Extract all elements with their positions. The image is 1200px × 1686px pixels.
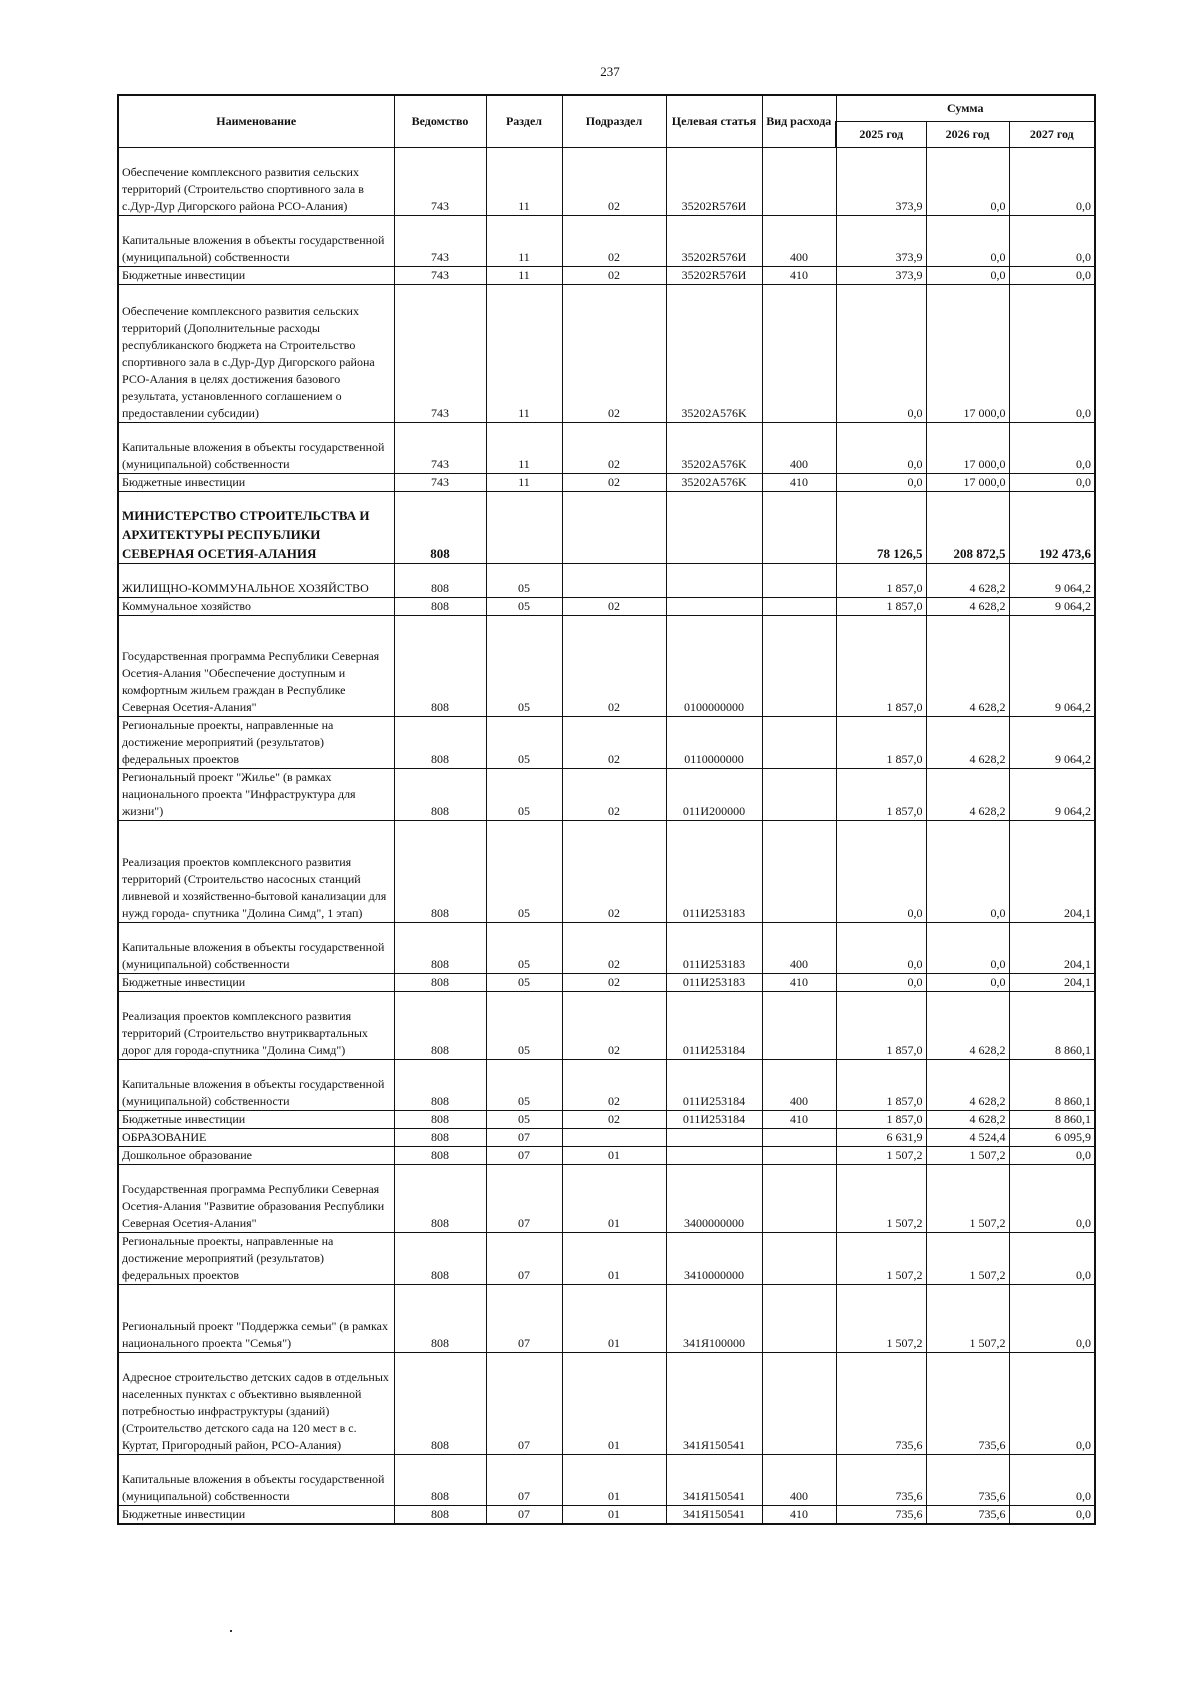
row-sum-2026: 1 507,2 [926,1285,1009,1353]
table-row [118,1285,1095,1353]
row-sum-2026: 735,6 [926,1353,1009,1455]
row-section: 07 [486,1147,562,1165]
row-section: 05 [486,821,562,923]
row-exp-type [762,492,836,564]
row-section: 07 [486,1165,562,1233]
row-name: Государственная программа Республики Северная Осетия-Алания "Обеспечение доступным и комфортным жильем граждан в Республике Северная Осетия-Алания" [118,616,394,717]
row-section: 05 [486,974,562,992]
row-section: 07 [486,1233,562,1285]
row-sum-2025: 1 507,2 [836,1285,926,1353]
row-sum-2025: 1 857,0 [836,564,926,598]
row-section: 05 [486,564,562,598]
row-subsection: 01 [562,1233,666,1285]
row-sum-2027: 204,1 [1009,974,1095,992]
row-subsection: 01 [562,1165,666,1233]
table-row [118,769,1095,821]
row-exp-type [762,821,836,923]
row-sum-2026: 4 628,2 [926,616,1009,717]
row-dept: 808 [394,821,486,923]
row-section: 07 [486,1129,562,1147]
table-row [118,1111,1095,1129]
row-target [666,1129,762,1147]
row-sum-2026: 1 507,2 [926,1233,1009,1285]
table-row [118,564,1095,598]
row-exp-type [762,564,836,598]
row-sum-2027: 9 064,2 [1009,717,1095,769]
row-sum-2026: 4 524,4 [926,1129,1009,1147]
row-subsection: 02 [562,974,666,992]
row-sum-2026: 4 628,2 [926,717,1009,769]
row-sum-2026: 0,0 [926,216,1009,267]
table-row [118,474,1095,492]
table-row [118,717,1095,769]
row-section: 05 [486,992,562,1060]
row-target: 011И253184 [666,992,762,1060]
row-name: Капитальные вложения в объекты государственной (муниципальной) собственности [118,1060,394,1111]
table-row [118,148,1095,216]
row-subsection: 02 [562,474,666,492]
row-section: 05 [486,923,562,974]
row-sum-2027: 9 064,2 [1009,616,1095,717]
row-exp-type: 410 [762,974,836,992]
row-exp-type: 400 [762,923,836,974]
row-subsection: 01 [562,1353,666,1455]
row-sum-2027: 8 860,1 [1009,992,1095,1060]
row-subsection: 02 [562,616,666,717]
table-row [118,1233,1095,1285]
row-exp-type [762,1147,836,1165]
row-sum-2026: 17 000,0 [926,423,1009,474]
row-sum-2026: 208 872,5 [926,492,1009,564]
row-subsection: 02 [562,598,666,616]
row-subsection: 02 [562,267,666,285]
row-sum-2027: 192 473,6 [1009,492,1095,564]
row-section: 07 [486,1353,562,1455]
row-target [666,564,762,598]
row-sum-2027: 9 064,2 [1009,598,1095,616]
row-sum-2025: 373,9 [836,216,926,267]
row-name: Региональный проект "Поддержка семьи" (в рамках национального проекта "Семья") [118,1285,394,1353]
row-name: Капитальные вложения в объекты государственной (муниципальной) собственности [118,423,394,474]
row-sum-2027: 0,0 [1009,1455,1095,1506]
row-section: 07 [486,1285,562,1353]
row-sum-2025: 0,0 [836,474,926,492]
row-name: Реализация проектов комплексного развития территорий (Строительство внутриквартальных дорог для города-спутника "Долина Симд") [118,992,394,1060]
row-section: 11 [486,148,562,216]
row-target: 341Я150541 [666,1455,762,1506]
row-sum-2027: 9 064,2 [1009,769,1095,821]
row-section: 05 [486,598,562,616]
row-sum-2026: 4 628,2 [926,1111,1009,1129]
row-name: МИНИСТЕРСТВО СТРОИТЕЛЬСТВА И АРХИТЕКТУРЫ РЕСПУБЛИКИ СЕВЕРНАЯ ОСЕТИЯ-АЛАНИЯ [118,492,394,564]
row-dept: 808 [394,1455,486,1506]
header-target: Целевая статья [666,95,762,148]
row-sum-2027: 0,0 [1009,216,1095,267]
row-dept: 808 [394,598,486,616]
row-section: 07 [486,1455,562,1506]
row-sum-2027: 0,0 [1009,1285,1095,1353]
table-row [118,923,1095,974]
row-target: 011И253183 [666,821,762,923]
row-section: 05 [486,1111,562,1129]
row-section: 05 [486,1060,562,1111]
row-exp-type [762,717,836,769]
table-row [118,598,1095,616]
row-section: 11 [486,285,562,423]
row-sum-2026: 0,0 [926,974,1009,992]
row-exp-type [762,1129,836,1147]
row-target: 3400000000 [666,1165,762,1233]
row-section: 11 [486,267,562,285]
row-subsection: 02 [562,1111,666,1129]
row-subsection: 02 [562,148,666,216]
table-row [118,1455,1095,1506]
row-sum-2025: 1 857,0 [836,598,926,616]
row-dept: 808 [394,1506,486,1525]
row-sum-2027: 0,0 [1009,1506,1095,1525]
table-row [118,992,1095,1060]
row-name: Государственная программа Республики Северная Осетия-Алания "Развитие образования Республики Северная Осетия-Алания" [118,1165,394,1233]
row-sum-2025: 1 857,0 [836,1111,926,1129]
row-sum-2027: 8 860,1 [1009,1060,1095,1111]
row-exp-type [762,769,836,821]
row-target: 0110000000 [666,717,762,769]
row-dept: 808 [394,1060,486,1111]
row-name: ОБРАЗОВАНИЕ [118,1129,394,1147]
row-exp-type: 410 [762,474,836,492]
header-year-2025: 2025 год [836,122,926,148]
row-name: Капитальные вложения в объекты государственной (муниципальной) собственности [118,923,394,974]
header-year-2027: 2027 год [1009,122,1095,148]
table-row [118,821,1095,923]
row-name: Бюджетные инвестиции [118,1506,394,1525]
row-target: 341Я150541 [666,1506,762,1525]
row-sum-2025: 735,6 [836,1353,926,1455]
row-dept: 808 [394,992,486,1060]
row-name: Бюджетные инвестиции [118,267,394,285]
row-subsection [562,1129,666,1147]
row-sum-2025: 735,6 [836,1506,926,1525]
row-dept: 808 [394,492,486,564]
row-subsection: 02 [562,717,666,769]
row-target: 3410000000 [666,1233,762,1285]
row-subsection: 02 [562,992,666,1060]
row-target: 35202R576И [666,216,762,267]
row-dept: 743 [394,267,486,285]
row-subsection: 02 [562,1060,666,1111]
row-target: 35202A576K [666,423,762,474]
row-sum-2027: 9 064,2 [1009,564,1095,598]
header-section: Раздел [486,95,562,148]
row-subsection: 01 [562,1285,666,1353]
row-dept: 808 [394,616,486,717]
row-sum-2025: 1 507,2 [836,1147,926,1165]
row-sum-2025: 735,6 [836,1455,926,1506]
row-dept: 808 [394,769,486,821]
row-name: Бюджетные инвестиции [118,974,394,992]
table-row [118,267,1095,285]
table-row [118,1129,1095,1147]
row-subsection: 02 [562,423,666,474]
row-target: 341Я100000 [666,1285,762,1353]
row-section: 11 [486,216,562,267]
row-target: 35202A576K [666,285,762,423]
table-row [118,974,1095,992]
table-row [118,285,1095,423]
row-sum-2027: 0,0 [1009,1165,1095,1233]
row-section: 05 [486,717,562,769]
row-sum-2026: 4 628,2 [926,769,1009,821]
table-row [118,1147,1095,1165]
row-sum-2025: 0,0 [836,974,926,992]
scan-dot [230,1630,232,1632]
row-sum-2025: 0,0 [836,821,926,923]
table-row [118,492,1095,564]
row-sum-2026: 17 000,0 [926,285,1009,423]
header-year-2026: 2026 год [926,122,1009,148]
row-sum-2027: 8 860,1 [1009,1111,1095,1129]
table-body [118,148,1095,1525]
row-section: 11 [486,423,562,474]
row-exp-type [762,616,836,717]
row-dept: 808 [394,974,486,992]
row-name: Капитальные вложения в объекты государственной (муниципальной) собственности [118,216,394,267]
row-sum-2027: 0,0 [1009,1353,1095,1455]
row-name: Капитальные вложения в объекты государственной (муниципальной) собственности [118,1455,394,1506]
row-dept: 743 [394,285,486,423]
row-subsection: 02 [562,923,666,974]
row-subsection [562,564,666,598]
row-dept: 808 [394,1111,486,1129]
row-section [486,492,562,564]
row-sum-2027: 0,0 [1009,423,1095,474]
row-dept: 808 [394,1285,486,1353]
row-sum-2026: 0,0 [926,923,1009,974]
row-name: Бюджетные инвестиции [118,474,394,492]
row-target [666,492,762,564]
row-subsection: 02 [562,216,666,267]
row-exp-type: 410 [762,1111,836,1129]
row-sum-2027: 0,0 [1009,267,1095,285]
row-target: 011И253184 [666,1111,762,1129]
row-sum-2026: 735,6 [926,1506,1009,1525]
row-dept: 808 [394,1233,486,1285]
table-row [118,1353,1095,1455]
row-subsection [562,492,666,564]
row-sum-2027: 6 095,9 [1009,1129,1095,1147]
row-section: 05 [486,616,562,717]
row-exp-type [762,1285,836,1353]
row-sum-2025: 1 857,0 [836,992,926,1060]
row-dept: 743 [394,474,486,492]
row-sum-2027: 0,0 [1009,148,1095,216]
row-exp-type: 400 [762,1060,836,1111]
row-target: 35202A576K [666,474,762,492]
table-row [118,423,1095,474]
row-sum-2027: 204,1 [1009,923,1095,974]
row-sum-2025: 1 857,0 [836,1060,926,1111]
row-sum-2026: 0,0 [926,148,1009,216]
row-exp-type: 410 [762,267,836,285]
row-exp-type: 410 [762,1506,836,1525]
row-target: 011И253184 [666,1060,762,1111]
header-dept: Ведомство [394,95,486,148]
row-target: 0100000000 [666,616,762,717]
row-target: 011И253183 [666,974,762,992]
row-sum-2027: 0,0 [1009,1147,1095,1165]
row-sum-2025: 373,9 [836,148,926,216]
table-row [118,1165,1095,1233]
row-sum-2026: 4 628,2 [926,992,1009,1060]
row-sum-2026: 0,0 [926,267,1009,285]
row-sum-2025: 0,0 [836,923,926,974]
row-exp-type: 400 [762,423,836,474]
row-dept: 743 [394,148,486,216]
row-sum-2027: 204,1 [1009,821,1095,923]
row-target: 35202R576И [666,267,762,285]
row-sum-2027: 0,0 [1009,1233,1095,1285]
page-number: 237 [600,64,620,79]
row-dept: 808 [394,717,486,769]
row-sum-2026: 1 507,2 [926,1147,1009,1165]
row-section: 07 [486,1506,562,1525]
row-dept: 743 [394,216,486,267]
row-sum-2025: 1 507,2 [836,1233,926,1285]
row-dept: 808 [394,923,486,974]
row-dept: 808 [394,1129,486,1147]
row-sum-2026: 4 628,2 [926,598,1009,616]
row-name: Коммунальное хозяйство [118,598,394,616]
row-sum-2025: 1 857,0 [836,717,926,769]
row-name: Обеспечение комплексного развития сельских территорий (Строительство спортивного зала в с.Дур-Дур Дигорского района РСО-Алания) [118,148,394,216]
table-row [118,616,1095,717]
row-subsection: 02 [562,285,666,423]
row-dept: 743 [394,423,486,474]
header-subsection: Подраздел [562,95,666,148]
table-header [118,95,1095,148]
row-subsection: 01 [562,1455,666,1506]
row-sum-2025: 1 507,2 [836,1165,926,1233]
row-dept: 808 [394,564,486,598]
row-exp-type [762,1353,836,1455]
header-name: Наименование [118,95,394,148]
table-row [118,1506,1095,1525]
row-sum-2026: 4 628,2 [926,564,1009,598]
row-exp-type [762,992,836,1060]
row-sum-2025: 1 857,0 [836,769,926,821]
row-dept: 808 [394,1353,486,1455]
row-sum-2025: 0,0 [836,285,926,423]
row-name: Адресное строительство детских садов в отдельных населенных пунктах с объективно выявленной потребностью инфраструктуры (зданий)(Строительство детского сада на 120 мест в с. Куртат, Пригородный район, РСО-Алания) [118,1353,394,1455]
row-name: Дошкольное образование [118,1147,394,1165]
row-section: 05 [486,769,562,821]
row-dept: 808 [394,1147,486,1165]
row-target: 011И200000 [666,769,762,821]
row-sum-2026: 0,0 [926,821,1009,923]
row-exp-type [762,148,836,216]
row-sum-2026: 4 628,2 [926,1060,1009,1111]
row-exp-type [762,1165,836,1233]
row-sum-2025: 373,9 [836,267,926,285]
row-dept: 808 [394,1165,486,1233]
row-target: 341Я150541 [666,1353,762,1455]
row-sum-2025: 0,0 [836,423,926,474]
budget-table [117,94,1096,1525]
row-name: Региональный проект "Жилье" (в рамках национального проекта "Инфраструктура для жизни") [118,769,394,821]
row-subsection: 02 [562,821,666,923]
row-subsection: 01 [562,1147,666,1165]
row-name: Реализация проектов комплексного развития территорий (Строительство насосных станций ливневой и хозяйственно-бытовой канализации для нужд города- спутника "Долина Симд", 1 этап) [118,821,394,923]
row-target: 35202R576И [666,148,762,216]
row-sum-2026: 1 507,2 [926,1165,1009,1233]
row-subsection: 02 [562,769,666,821]
row-name: Региональные проекты, направленные на достижение мероприятий (результатов) федеральных проектов [118,1233,394,1285]
row-exp-type [762,1233,836,1285]
row-exp-type [762,598,836,616]
row-target [666,1147,762,1165]
row-sum-2025: 6 631,9 [836,1129,926,1147]
row-sum-2026: 735,6 [926,1455,1009,1506]
row-subsection: 01 [562,1506,666,1525]
row-sum-2025: 1 857,0 [836,616,926,717]
row-target: 011И253183 [666,923,762,974]
row-exp-type: 400 [762,1455,836,1506]
table-row [118,216,1095,267]
table-row [118,1060,1095,1111]
row-name: Бюджетные инвестиции [118,1111,394,1129]
row-exp-type: 400 [762,216,836,267]
row-section: 11 [486,474,562,492]
row-name: Региональные проекты, направленные на достижение мероприятий (результатов) федеральных проектов [118,717,394,769]
row-sum-2025: 78 126,5 [836,492,926,564]
row-name: ЖИЛИЩНО-КОММУНАЛЬНОЕ ХОЗЯЙСТВО [118,564,394,598]
header-exp-type: Вид расхода [762,95,836,148]
row-exp-type [762,285,836,423]
row-sum-2026: 17 000,0 [926,474,1009,492]
row-name: Обеспечение комплексного развития сельских территорий (Дополнительные расходы республиканского бюджета на Строительство спортивного зала в с.Дур-Дур Дигорского района РСО-Алания в целях достижения базового результата, установленного соглашением о предоставлении субсидии) [118,285,394,423]
header-sum: Сумма [836,95,1095,122]
row-target [666,598,762,616]
row-sum-2027: 0,0 [1009,474,1095,492]
row-sum-2027: 0,0 [1009,285,1095,423]
